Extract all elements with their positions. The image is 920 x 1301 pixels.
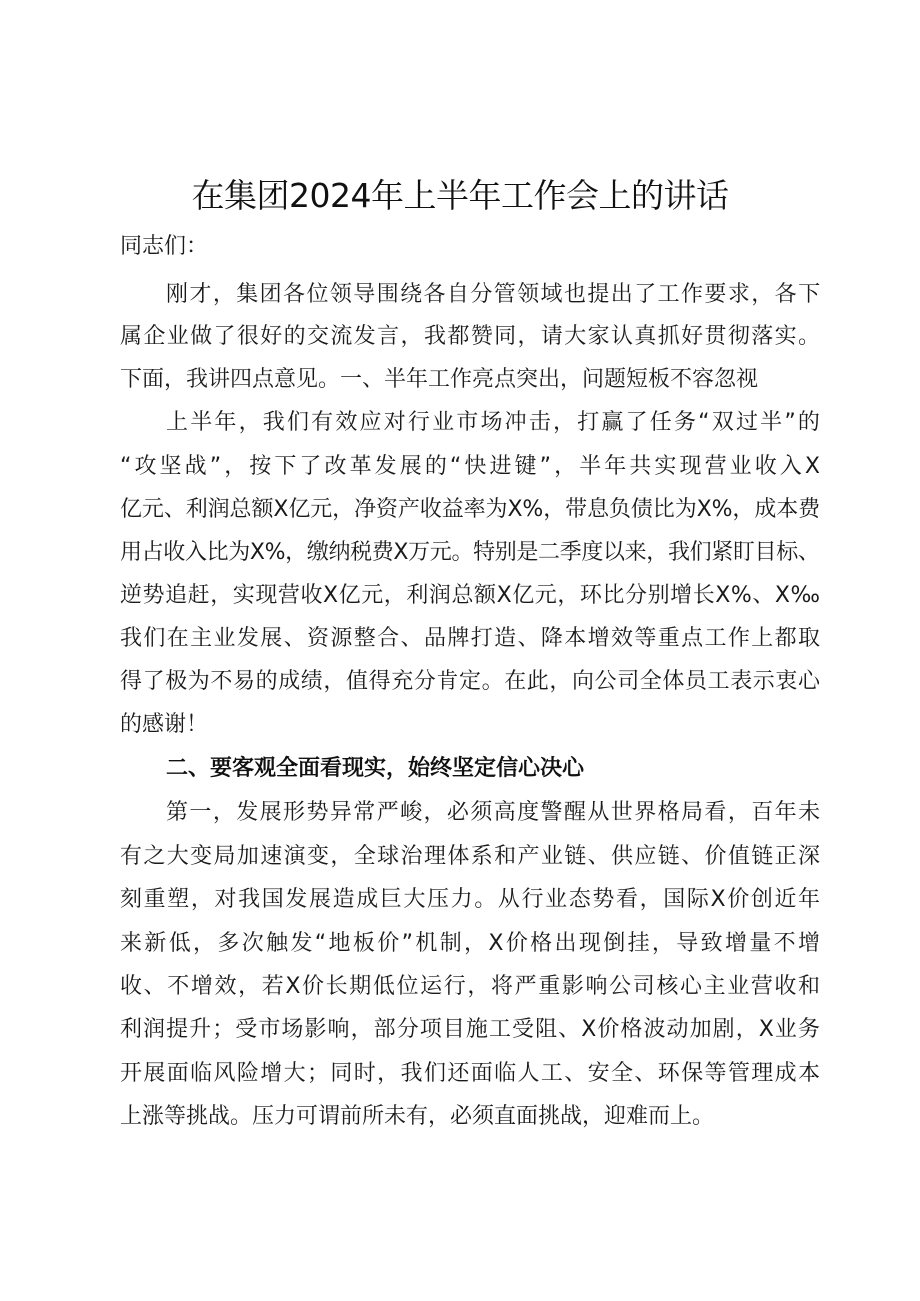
paragraph-line: 上涨等挑战。压力可谓前所未有，必须直面挑战，迎难而上。 (120, 1104, 715, 1129)
paragraph-line: 我们在主业发展、资源整合、品牌打造、降本增效等重点工作上都取 (120, 626, 822, 651)
paragraph-line: 得了极为不易的成绩，值得充分肯定。在此，向公司全体员工表示衷心 (120, 669, 821, 694)
paragraph-line: 属企业做了很好的交流发言，我都赞同，请大家认真抓好贯彻落实。 (120, 324, 822, 349)
paragraph-line: 逆势追赶，实现营收X亿元，利润总额X亿元，环比分别增长X%、X‰ (120, 583, 821, 608)
paragraph-line: 刻重塑，对我国发展造成巨大压力。从行业态势看，国际X价创近年 (120, 887, 822, 912)
paragraph-line: “攻坚战”，按下了改革发展的“快进键”，半年共实现营业收入X (120, 454, 824, 479)
paragraph-line: 利润提升；受市场影响，部分项目施工受阻、X价格波动加剧，X业务 (120, 1017, 822, 1042)
paragraph-line: 有之大变局加速演变，全球治理体系和产业链、供应链、价值链正深 (120, 844, 822, 869)
paragraph-line: 收、不增效，若X价长期低位运行，将严重影响公司核心主业营收和 (120, 974, 822, 999)
paragraph-line: 来新低，多次触发“地板价”机制，X价格出现倒挂，导致增量不增 (120, 931, 823, 956)
paragraph-line: 刚才，集团各位领导围绕各自分管领域也提出了工作要求，各下 (166, 282, 822, 307)
document-title: 在集团2024年上半年工作会上的讲话 (191, 176, 729, 215)
paragraph-line: 开展面临风险增大；同时，我们还面临人工、安全、环保等管理成本 (120, 1061, 822, 1086)
paragraph-line: 亿元、利润总额X亿元，净资产收益率为X%，带息负债比为X%，成本费 (120, 497, 821, 522)
paragraph-line: 第一，发展形势异常严峻，必须高度警醒从世界格局看，百年未 (166, 800, 822, 825)
paragraph-line: 上半年，我们有效应对行业市场冲击，打赢了任务“双过半”的 (166, 410, 823, 435)
paragraph-line: 用占收入比为X%，缴纳税费X万元。特别是二季度以来，我们紧盯目标、 (120, 540, 820, 565)
paragraph-line: 下面，我讲四点意见。一、半年工作亮点突出，问题短板不容忽视 (120, 367, 759, 392)
section-heading: 二、要客观全面看现实，始终坚定信心决心 (166, 756, 585, 781)
paragraph-line: 的感谢！ (120, 712, 209, 737)
salutation: 同志们： (120, 234, 209, 259)
